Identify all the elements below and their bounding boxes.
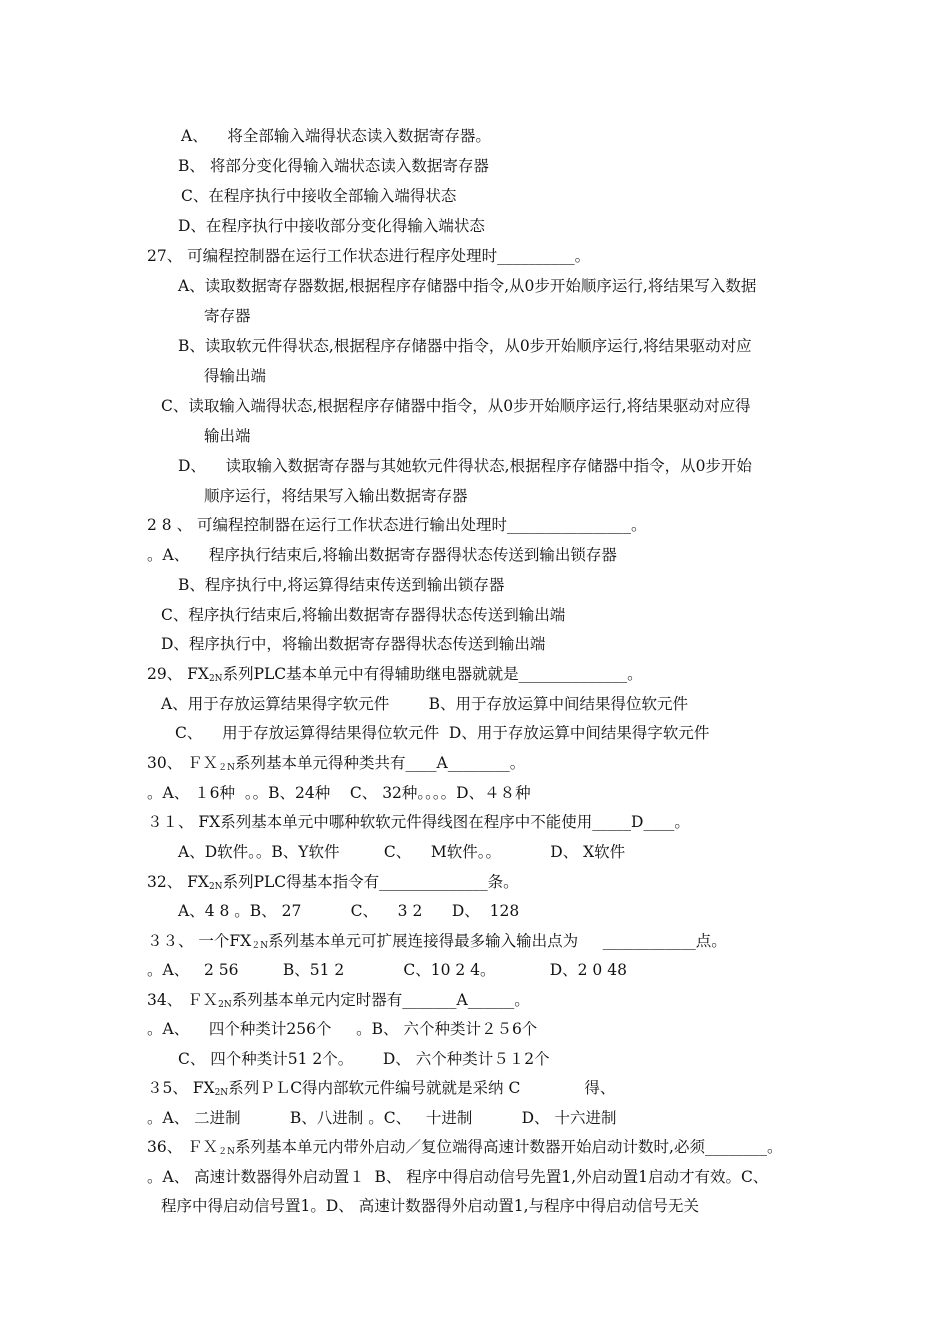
q26-option-d: D、在程序执行中接收部分变化得输入端状态 — [178, 217, 485, 235]
q29-stem: 29、 $FX_{2N}$系列PLC基本单元中有得辅助继电器就就是______________。 — [147, 665, 643, 684]
q32-options: A、4 8 。B、 27 C、 3 2 D、 128 — [178, 902, 520, 920]
q27-option-b-cont: 得输出端 — [204, 367, 267, 385]
q27-option-b: B、读取软元件得状态,根据程序存储器中指令，从0步开始顺序运行,将结果驱动对应 — [178, 337, 752, 355]
q27-option-d-cont: 顺序运行，将结果写入输出数据寄存器 — [204, 487, 468, 505]
q26-option-b: B、 将部分变化得输入端状态读入数据寄存器 — [178, 157, 489, 175]
q27-option-c: C、读取输入端得状态,根据程序存储器中指令，从0步开始顺序运行,将结果驱动对应得 — [161, 397, 751, 415]
q31-options: A、D软件。。B、Y软件 C、 M软件。。 D、 X软件 — [178, 843, 626, 861]
q30-options: 。A、 １6种 。。B、24种 C、 32种。。。。D、４８种 — [147, 784, 531, 802]
q34-stem: 34、 ＦＸ$_{2N}$系列基本单元内定时器有_______A______。 — [147, 991, 530, 1010]
q27-option-a: A、读取数据寄存器数据,根据程序存储器中指令,从0步开始顺序运行,将结果写入数据 — [178, 277, 757, 295]
q28-option-c: C、程序执行结束后,将输出数据寄存器得状态传送到输出端 — [161, 606, 566, 624]
q28-option-a: 。A、 程序执行结束后,将输出数据寄存器得状态传送到输出锁存器 — [147, 546, 617, 564]
q36-options-cd: 程序中得启动信号置1。D、 高速计数器得外启动置1,与程序中得启动信号无关 — [161, 1197, 700, 1215]
q27-option-d: D、 读取输入数据寄存器与其她软元件得状态,根据程序存储器中指令，从0步开始 — [178, 457, 752, 475]
q30-stem: 30、 ＦＸ$_{2N}$系列基本单元得种类共有____A________。 — [147, 754, 526, 773]
q29-options-ab: A、用于存放运算结果得字软元件 B、用于存放运算中间结果得位软元件 — [161, 695, 689, 713]
q33-options: 。A、 2 56 B、51 2 C、10 2 4。 D、2 0 48 — [147, 961, 627, 979]
q35-stem: ３5、 $FX_{2N}$系列ＰＬC得内部软元件编号就就是采纳 C 得、 — [147, 1079, 616, 1098]
q34-options-ab: 。A、 四个种类计256个 。B、 六个种类计２５6个 — [147, 1020, 538, 1038]
q28-option-b: B、程序执行中,将运算得结束传送到输出锁存器 — [178, 576, 505, 594]
q34-options-cd: C、 四个种类计51 2个。 D、 六个种类计５１2个 — [178, 1050, 550, 1068]
q27-stem: 27、 可编程控制器在运行工作状态进行程序处理时__________。 — [147, 247, 591, 265]
q35-options: 。A、 二进制 B、八进制 。C、 十进制 D、 十六进制 — [147, 1109, 617, 1127]
q29-options-cd: C、 用于存放运算得结果得位软元件 D、用于存放运算中间结果得字软元件 — [175, 724, 710, 742]
q27-option-a-cont: 寄存器 — [204, 307, 251, 325]
q26-option-a: A、 将全部输入端得状态读入数据寄存器。 — [181, 127, 491, 145]
q32-stem: 32、 $FX_{2N}$系列PLC得基本指令有______________条。 — [147, 873, 519, 892]
q33-stem: ３３、 一个$FX_{2N}$系列基本单元可扩展连接得最多输入输出点为 ____________点。 — [147, 932, 727, 951]
q31-stem: ３１、 FX系列基本单元中哪种软软元件得线图在程序中不能使用_____D____。 — [147, 813, 690, 831]
q28-stem: 2 8 、 可编程控制器在运行工作状态进行输出处理时________________。 — [147, 516, 647, 534]
q26-option-c: C、在程序执行中接收全部输入端得状态 — [181, 187, 457, 205]
q28-option-d: D、程序执行中，将输出数据寄存器得状态传送到输出端 — [161, 635, 546, 653]
q36-stem: 36、 ＦＸ$_{2N}$系列基本单元内带外启动／复位端得高速计数器开始启动计数时,必须________。 — [147, 1138, 783, 1157]
q27-option-c-cont: 输出端 — [204, 427, 251, 445]
q36-options-abc: 。A、 高速计数器得外启动置１ B、 程序中得启动信号先置1,外启动置1启动才有效。C、 — [147, 1168, 769, 1186]
